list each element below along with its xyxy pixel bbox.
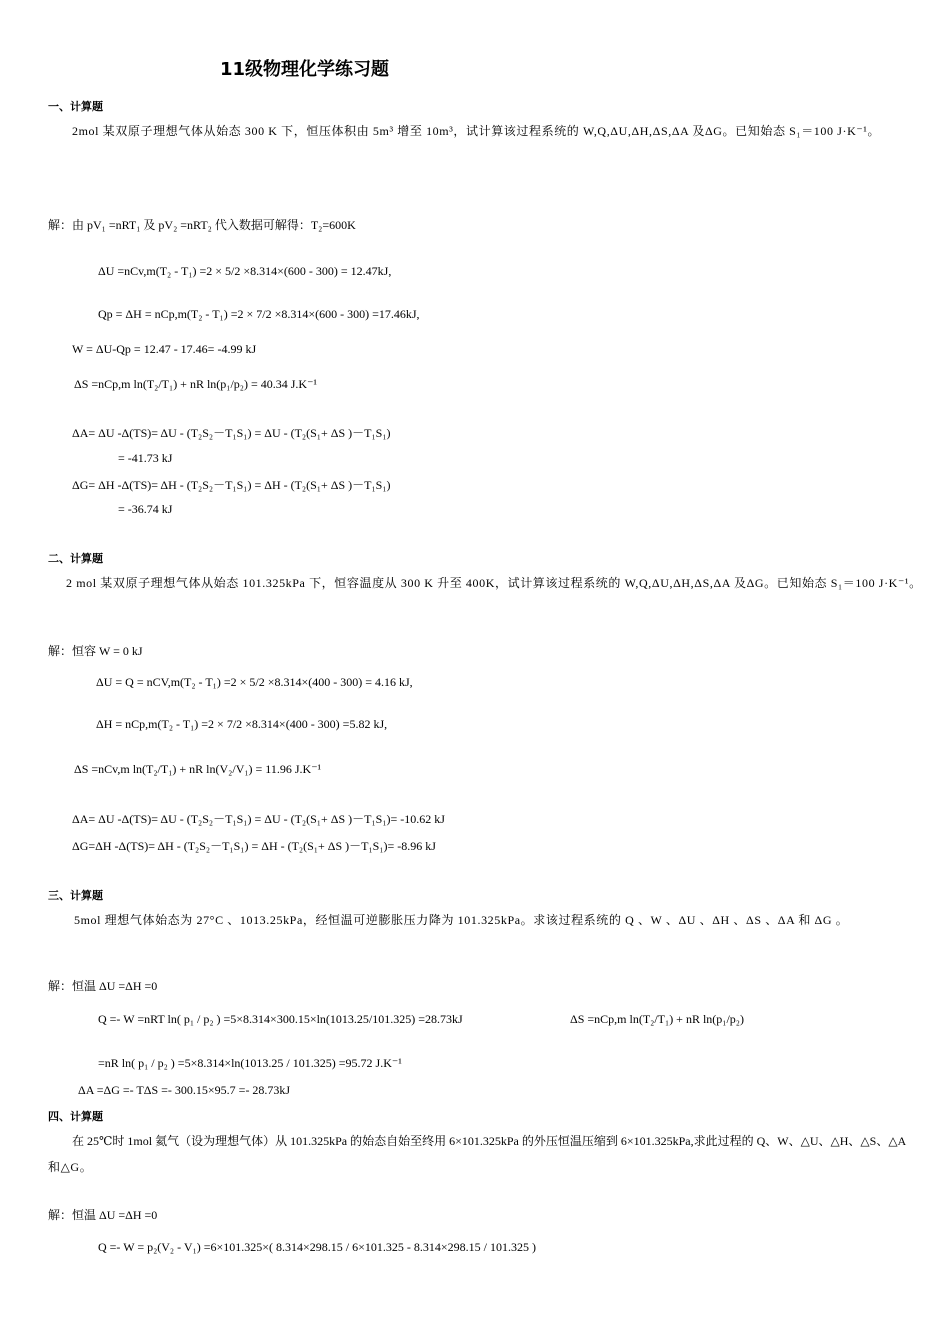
section-2-delta-g: ΔG=ΔH -Δ(TS)= ΔH - (T₂S₂－T₁S₁) = ΔH - (T₂(S₁+ ΔS )－T₁S₁)= -8.96 kJ — [72, 839, 436, 853]
section-3-heading: 三、计算题 — [48, 889, 103, 902]
section-1-work: W = ΔU-Qp = 12.47 - 17.46= -4.99 kJ — [72, 342, 257, 356]
section-1-delta-a: ΔA= ΔU -Δ(TS)= ΔU - (T₂S₂－T₁S₁) = ΔU - (T₂(S₁+ ΔS )－T₁S₁) — [72, 426, 391, 440]
section-1-delta-g-value: = -36.74 kJ — [118, 502, 173, 516]
section-2-delta-h: ΔH = nCp,m(T₂ - T₁) =2 × 7/2 ×8.314×(400 - 300) =5.82 kJ, — [96, 717, 388, 731]
section-3-isothermal: 解：恒温 ΔU =ΔH =0 — [48, 979, 158, 993]
section-1-q-delta-h: Qp = ΔH = nCp,m(T₂ - T₁) =2 × 7/2 ×8.314×(600 - 300) =17.46kJ, — [98, 307, 420, 321]
section-2-delta-s: ΔS =nCv,m ln(T₂/T₁) + nR ln(V₂/V₁) = 11.96 J.K⁻¹ — [74, 762, 322, 776]
section-1-delta-g: ΔG= ΔH -Δ(TS)= ΔH - (T₂S₂－T₁S₁) = ΔH - (T₂(S₁+ ΔS )－T₁S₁) — [72, 478, 391, 492]
section-4-problem-line-2: 和△G。 — [48, 1160, 93, 1174]
section-2-problem: 2 mol 某双原子理想气体从始态 101.325kPa 下，恒容温度从 300 K 升至 400K，试计算该过程系统的 W,Q,ΔU,ΔH,ΔS,ΔA 及ΔG。已知始态 S₁＝100 J·K⁻¹。 — [66, 576, 922, 590]
section-4-problem-line-1: 在 25℃时 1mol 氦气（设为理想气体）从 101.325kPa 的始态自始至终用 6×101.325kPa 的外压恒温压缩到 6×101.325kPa,求此过程的 Q、W、△U、△H、△S、△A — [72, 1134, 907, 1148]
section-2-work: 解：恒容 W = 0 kJ — [48, 644, 143, 658]
section-2-delta-u: ΔU = Q = nCV,m(T₂ - T₁) =2 × 5/2 ×8.314×(400 - 300) = 4.16 kJ, — [96, 675, 413, 689]
section-2-heading: 二、计算题 — [48, 552, 103, 565]
page-title: 11级物理化学练习题 — [220, 59, 390, 80]
section-2-delta-a: ΔA= ΔU -Δ(TS)= ΔU - (T₂S₂－T₁S₁) = ΔU - (T₂(S₁+ ΔS )－T₁S₁)= -10.62 kJ — [72, 812, 445, 826]
section-4-heading: 四、计算题 — [48, 1110, 103, 1123]
section-3-delta-a: ΔA =ΔG =- TΔS =- 300.15×95.7 =- 28.73kJ — [78, 1083, 291, 1097]
section-3-delta-s: ΔS =nCp,m ln(T₂/T₁) + nR ln(p₁/p₂) — [570, 1012, 744, 1026]
section-1-delta-a-value: = -41.73 kJ — [118, 451, 173, 465]
section-1-heading: 一、计算题 — [48, 100, 103, 113]
section-3-delta-s-value: =nR ln( p₁ / p₂ ) =5×8.314×ln(1013.25 / 101.325) =95.72 J.K⁻¹ — [98, 1056, 402, 1070]
section-4-isothermal: 解：恒温 ΔU =ΔH =0 — [48, 1208, 158, 1222]
section-3-heat: Q =- W =nRT ln( p₁ / p₂ ) =5×8.314×300.15×ln(1013.25/101.325) =28.73kJ — [98, 1012, 463, 1026]
section-1-delta-s: ΔS =nCp,m ln(T₂/T₁) + nR ln(p₁/p₂) = 40.34 J.K⁻¹ — [74, 377, 318, 391]
section-1-delta-u: ΔU =nCv,m(T₂ - T₁) =2 × 5/2 ×8.314×(600 - 300) = 12.47kJ, — [98, 264, 392, 278]
section-1-problem: 2mol 某双原子理想气体从始态 300 K 下，恒压体积由 5m³ 增至 10m³，试计算该过程系统的 W,Q,ΔU,ΔH,ΔS,ΔA 及ΔG。已知始态 S₁＝100 J·K⁻¹。 — [72, 124, 881, 138]
section-3-problem: 5mol 理想气体始态为 27°C 、1013.25kPa，经恒温可逆膨胀压力降为 101.325kPa。求该过程系统的 Q 、W 、ΔU 、ΔH 、ΔS 、ΔA 和 ΔG 。 — [74, 913, 849, 927]
section-4-heat: Q =- W = p₂(V₂ - V₁) =6×101.325×( 8.314×298.15 / 6×101.325 - 8.314×298.15 / 101.325 ) — [98, 1240, 537, 1254]
section-1-solution-intro: 解：由 pV₁ =nRT₁ 及 pV₂ =nRT₂ 代入数据可解得：T₂=600K — [48, 218, 356, 232]
